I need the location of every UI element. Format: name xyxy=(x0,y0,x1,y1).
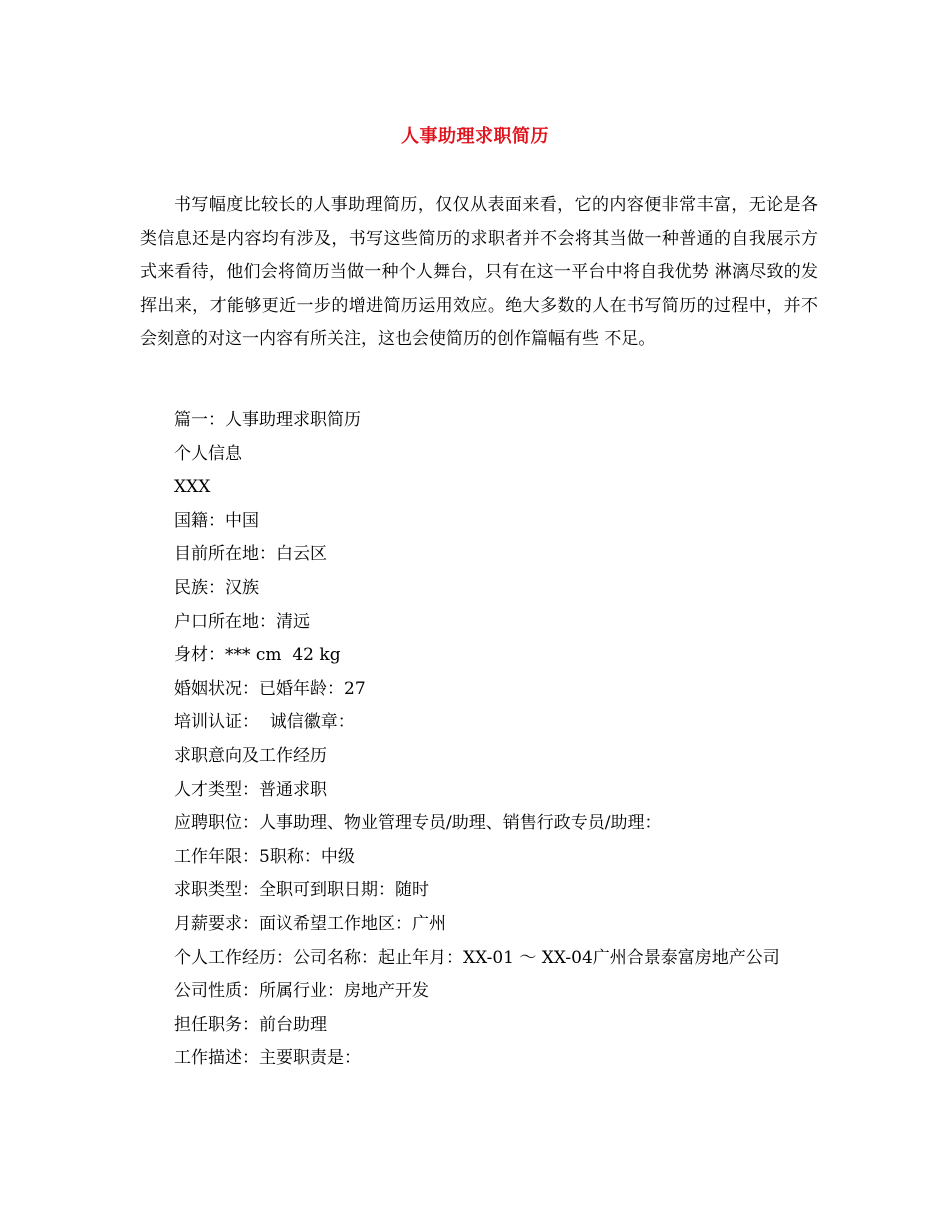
intro-paragraph: 书写幅度比较长的人事助理简历，仅仅从表面来看，它的内容便非常丰富，无论是各 类信息还是内容均有涉及，书写这些简历的求职者并不会将其当做一种普通的自我展示方式来看待，他们会将简历当做一种个人舞台，只有在这一平台中将自我优势 淋漓尽致的发挥出来，才能够更近一步的增进简历运用效应。绝大多数的人在书写简历的过程中，并不会刻意的对这一内容有所关注，这也会使简历的创作篇幅有些 不足。 xyxy=(140,195,818,350)
resume-line: 工作描述：主要职责是： xyxy=(174,1048,361,1069)
resume-line: 篇一：人事助理求职简历 xyxy=(174,410,361,430)
document-title: 人事助理求职简历 xyxy=(401,126,549,147)
resume-line: 户口所在地：清远 xyxy=(174,611,310,632)
resume-line: 个人工作经历：公司名称：起止年月：XX-01 ～ XX-04广州合景泰富房地产公司 xyxy=(174,947,780,968)
resume-line: 求职类型：全职可到职日期：随时 xyxy=(174,880,429,901)
resume-line: 月薪要求：面议希望工作地区：广州 xyxy=(174,913,446,934)
resume-line: 工作年限：5职称：中级 xyxy=(174,846,355,867)
resume-line: 婚姻状况：已婚年龄：27 xyxy=(174,678,366,699)
resume-line: 公司性质：所属行业：房地产开发 xyxy=(174,981,429,1002)
resume-line: 求职意向及工作经历 xyxy=(174,745,327,766)
resume-line: 培训认证： 诚信徽章： xyxy=(174,712,355,733)
resume-line: 担任职务：前台助理 xyxy=(174,1014,327,1035)
resume-line: 人才类型：普通求职 xyxy=(174,779,327,800)
resume-line: 身材：*** cm 42 kg xyxy=(174,645,341,666)
resume-line: XXX xyxy=(174,477,211,498)
resume-line: 个人信息 xyxy=(174,443,242,464)
resume-lines xyxy=(140,404,818,1076)
resume-line: 民族：汉族 xyxy=(174,577,259,598)
resume-line: 目前所在地：白云区 xyxy=(174,544,327,565)
resume-line: 国籍：中国 xyxy=(174,510,259,531)
resume-line: 应聘职位：人事助理、物业管理专员/助理、销售行政专员/助理： xyxy=(174,813,662,834)
